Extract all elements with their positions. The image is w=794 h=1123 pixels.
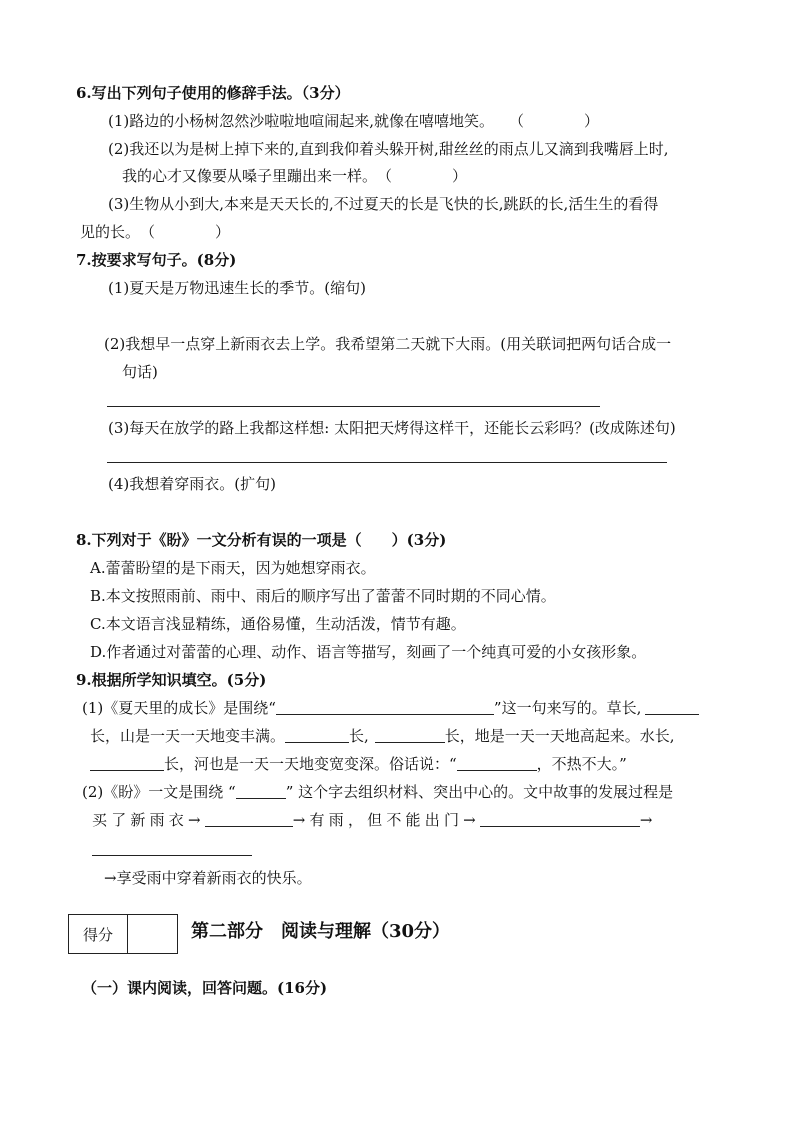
q8-option-d: D.作者通过对蕾蕾的心理、动作、语言等描写，刻画了一个纯真可爱的小女孩形象。 [90, 643, 647, 661]
q6-item-3-line-2: 见的长。 （ ） [80, 223, 231, 241]
q9-blank-process-3[interactable] [92, 855, 252, 856]
q7-answer-line-3[interactable] [107, 462, 667, 463]
q9-line-4 [82, 782, 673, 802]
q6-item-2-line-1: (2)我还以为是树上掉下来的,直到我仰着头躲开树,甜丝丝的雨点儿又滴到我嘴唇上时, [108, 140, 669, 158]
q9-blank-word[interactable] [236, 784, 286, 799]
q8-option-c: C.本文语言浅显精练，通俗易懂，生动活泼，情节有趣。 [90, 615, 466, 633]
part2-title: 第二部分 阅读与理解（30分） [191, 921, 451, 942]
q7-item-3: (3)每天在放学的路上我都这样想: 太阳把天烤得这样干，还能长云彩吗？(改成陈述句) [108, 419, 676, 437]
q9-line-7: →享受雨中穿着新雨衣的快乐。 [104, 869, 312, 887]
q7-item-1: (1)夏天是万物迅速生长的季节。(缩句) [108, 279, 366, 297]
q6-item-2-line-2: 我的心才又像要从嗓子里蹦出来一样。 （ ） [122, 167, 468, 185]
score-box [68, 914, 178, 954]
q9-line-5 [92, 810, 657, 830]
q9-line-3-text-a: 长，河也是一天一天地变宽变深。俗话说：“ [164, 755, 457, 773]
q9-line-1 [82, 698, 699, 718]
q8-title: 8.下列对于《盼》一文分析有误的一项是（ ）(3分) [76, 531, 447, 549]
q9-blank-process-1[interactable] [205, 812, 293, 827]
q9-title: 9.根据所学知识填空。(5分) [76, 671, 267, 689]
q9-line-2-text-c: 长，地是一天一天地高起来。水长, [444, 727, 675, 745]
q9-blank-3[interactable] [375, 728, 445, 743]
q7-item-2-line-2: 句话) [122, 363, 158, 381]
q6-item-3-line-1: (3)生物从小到大,本来是天天长的,不过夏天的长是飞快的长,跳跃的长,活生生的看得 [108, 195, 659, 213]
q9-line-1-text-a: (1)《夏天里的成长》是围绕“ [82, 699, 276, 717]
q9-blank-water[interactable] [90, 756, 164, 771]
q9-line-1-text-b: ”这一句来写的。草长, [493, 699, 642, 717]
q7-item-4: (4)我想着穿雨衣。(扩句) [108, 475, 276, 493]
q9-line-2-text-a: 长，山是一天一天地变丰满。 [90, 727, 286, 745]
part2-subtitle: （一）课内阅读，回答问题。(16分) [82, 979, 328, 997]
q9-blank-saying[interactable] [457, 756, 537, 771]
q7-item-2-line-1: (2)我想早一点穿上新雨衣去上学。我希望第二天就下大雨。(用关联词把两句话合成一 [104, 335, 672, 353]
q6-title: 6.写出下列句子使用的修辞手法。（3分） [76, 84, 350, 102]
q9-blank-process-2[interactable] [480, 812, 640, 827]
q8-option-a: A.蕾蕾盼望的是下雨天，因为她想穿雨衣。 [90, 559, 376, 577]
q9-line-5-text-c: → [639, 811, 657, 829]
q9-line-3 [90, 754, 627, 774]
q9-blank-sentence[interactable] [276, 700, 494, 715]
q9-line-4-text-b: ” 这个字去组织材料、突出中心的。文中故事的发展过程是 [285, 783, 674, 801]
q9-blank-grass[interactable] [645, 700, 699, 715]
q9-line-5-text-a: 买了新雨衣→ [92, 811, 205, 829]
q9-line-2-text-b: 长, [349, 727, 369, 745]
q6-item-1: (1)路边的小杨树忽然沙啦啦地喧闹起来,就像在嘻嘻地笑。 （ ） [108, 112, 600, 130]
q9-line-5-text-b: →有雨，但不能出门→ [292, 811, 480, 829]
q9-line-4-text-a: (2)《盼》一文是围绕 “ [82, 783, 236, 801]
q7-answer-line-2[interactable] [107, 406, 600, 407]
q9-line-2 [90, 726, 675, 746]
q9-line-3-text-b: ，不热不大。” [536, 755, 627, 773]
score-label: 得分 [69, 915, 128, 953]
score-input-cell[interactable] [128, 915, 177, 953]
q8-option-b: B.本文按照雨前、雨中、雨后的顺序写出了蕾蕾不同时期的不同心情。 [90, 587, 556, 605]
q7-title: 7.按要求写句子。(8分) [76, 251, 237, 269]
q9-blank-2[interactable] [285, 728, 349, 743]
